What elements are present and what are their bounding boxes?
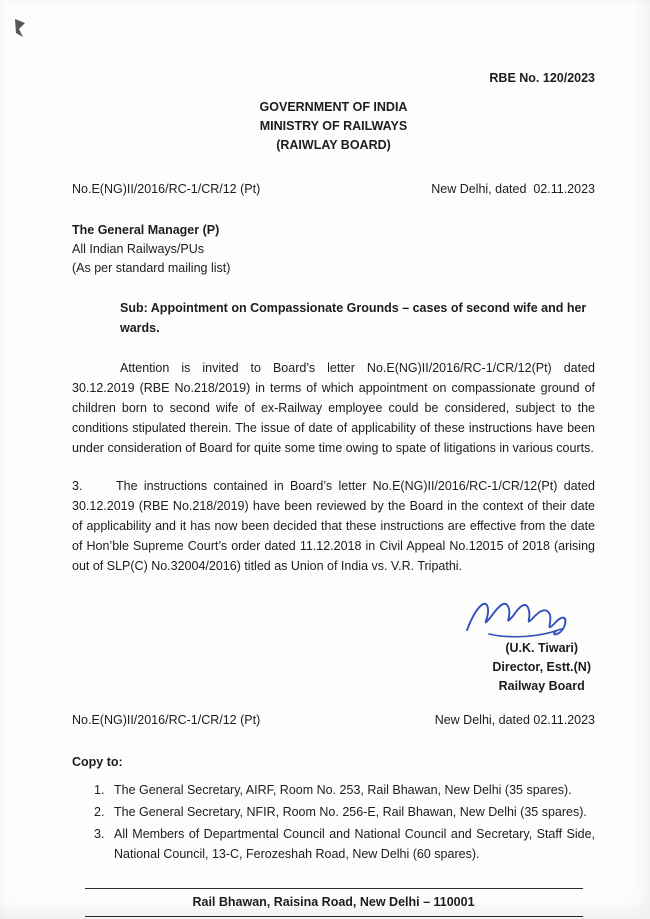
paragraph-1: Attention is invited to Board’s letter No.E(NG)II/2016/RC-1/CR/12(Pt) dated 30.12.2019 (RBE No.218/2019) in terms of which appointment on compassionate ground of children born to second wife of ex-Railway employee could be considered, subject to the conditions stipulated therein. The issue of date of applicability of these instructions have been under consideration of Board for quite some time owing to spate of litigations in various courts. — [72, 361, 595, 455]
signatory-designation: Director, Estt.(N) — [492, 660, 591, 674]
signatory-name: (U.K. Tiwari) — [505, 641, 579, 655]
list-item — [94, 802, 595, 822]
place-and-date-2: New Delhi, dated 02.11.2023 — [434, 713, 595, 727]
addressee-line: All Indian Railways/PUs — [72, 242, 204, 256]
scan-artifact-icon — [12, 17, 30, 39]
addressee-note: (As per standard mailing list) — [72, 261, 231, 275]
reference-row-bottom — [72, 710, 595, 730]
list-item-number: 1. — [94, 783, 105, 797]
signature-icon — [459, 594, 577, 638]
addressee-name: The General Manager (P) — [72, 223, 220, 237]
paragraph-3-text: The instructions contained in Board’s letter No.E(NG)II/2016/RC-1/CR/12(Pt) dated 30.12.2019 (RBE No.218/2019) have been reviewed by the Board in the context of their date of applicability and it has now been decided that these instructions are effective from the date of Hon’ble Supreme Court’s order dated 11.12.2018 in Civil Appeal No.12015 of 2018 (arising out of SLP(C) No.32004/2016) titled as Union of India vs. V.R. Tripathi. — [72, 479, 595, 573]
subject-line: Sub: Appointment on Compassionate Grounds – cases of second wife and her wards. — [120, 301, 587, 335]
place-and-date: New Delhi, dated 02.11.2023 — [431, 182, 595, 196]
list-item-number: 3. — [94, 827, 105, 841]
reference-number: No.E(NG)II/2016/RC-1/CR/12 (Pt) — [72, 182, 261, 196]
list-item-text: All Members of Departmental Council and National Council and Secretary, Staff Side, National Council, 13-C, Ferozeshah Road, New Delhi (60 spares). — [114, 827, 595, 861]
letterhead-line-government: GOVERNMENT OF INDIA — [259, 100, 408, 114]
list-item — [94, 780, 595, 800]
signature-block — [72, 594, 591, 696]
paragraph-3 — [72, 476, 595, 576]
list-item — [94, 824, 595, 864]
letterhead — [72, 98, 595, 155]
copy-to-label: Copy to: — [72, 755, 123, 769]
list-item-text: The General Secretary, NFIR, Room No. 256-E, Rail Bhawan, New Delhi (35 spares). — [114, 805, 587, 819]
rbe-number: RBE No. 120/2023 — [489, 71, 595, 85]
list-item-text: The General Secretary, AIRF, Room No. 253, Rail Bhawan, New Delhi (35 spares). — [114, 783, 572, 797]
list-item-number: 2. — [94, 805, 105, 819]
signatory-text — [492, 639, 591, 696]
addressee-block — [72, 221, 595, 278]
footer-address: Rail Bhawan, Raisina Road, New Delhi – 110001 — [85, 888, 583, 917]
reference-number-2: No.E(NG)II/2016/RC-1/CR/12 (Pt) — [72, 713, 261, 727]
signatory-organisation: Railway Board — [498, 679, 585, 693]
paragraph-3-number: 3. — [72, 479, 83, 493]
copy-to-list — [94, 780, 595, 864]
letterhead-line-board: (RAIWLAY BOARD) — [276, 138, 391, 152]
reference-row-top — [72, 179, 595, 199]
letterhead-line-ministry: MINISTRY OF RAILWAYS — [259, 119, 408, 133]
